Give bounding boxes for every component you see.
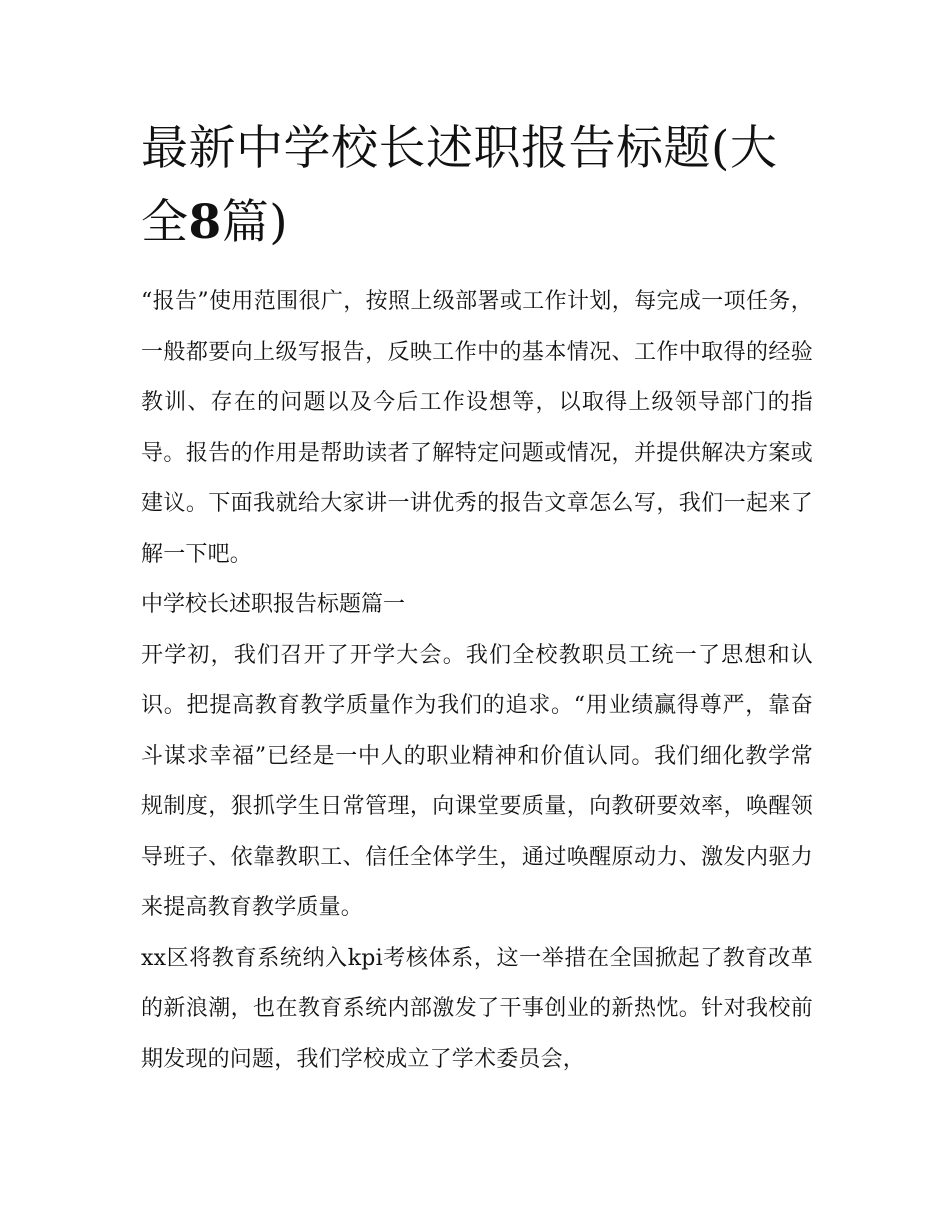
- title-text-part1: 最新中学校长述职报告标题(大全: [141, 121, 778, 250]
- body-paragraph-1: 开学初，我们召开了开学大会。我们全校教职员工统一了思想和认识。把提高教育教学质量作为我们的追求。“用业绩赢得尊严，靠奋斗谋求幸福”已经是一中人的职业精神和价值认同。我们细化教学常规制度，狠抓学生日常管理，向课堂要质量，向教研要效率，唤醒领导班子、依靠教职工、信任全体学生，通过唤醒原动力、激发内驱力来提高教育教学质量。: [141, 642, 813, 920]
- document-body: [141, 277, 813, 1085]
- section-heading: 中学校长述职报告标题篇一: [141, 592, 406, 617]
- intro-paragraph: “报告”使用范围很广，按照上级部署或工作计划，每完成一项任务，一般都要向上级写报告，反映工作中的基本情况、工作中取得的经验教训、存在的问题以及今后工作设想等，以取得上级领导部门的指导。报告的作用是帮助读者了解特定问题或情况，并提供解决方案或建议。下面我就给大家讲一讲优秀的报告文章怎么写，我们一起来了解一下吧。: [141, 289, 813, 567]
- title-text-part2: 篇): [221, 195, 289, 250]
- title-number: 8: [188, 195, 222, 250]
- document-title: [141, 112, 821, 260]
- body-paragraph-2: xx区将教育系统纳入kpi考核体系，这一举措在全国掀起了教育改革的新浪潮，也在教育系统内部激发了干事创业的新热忱。针对我校前期发现的问题，我们学校成立了学术委员会，: [141, 945, 813, 1072]
